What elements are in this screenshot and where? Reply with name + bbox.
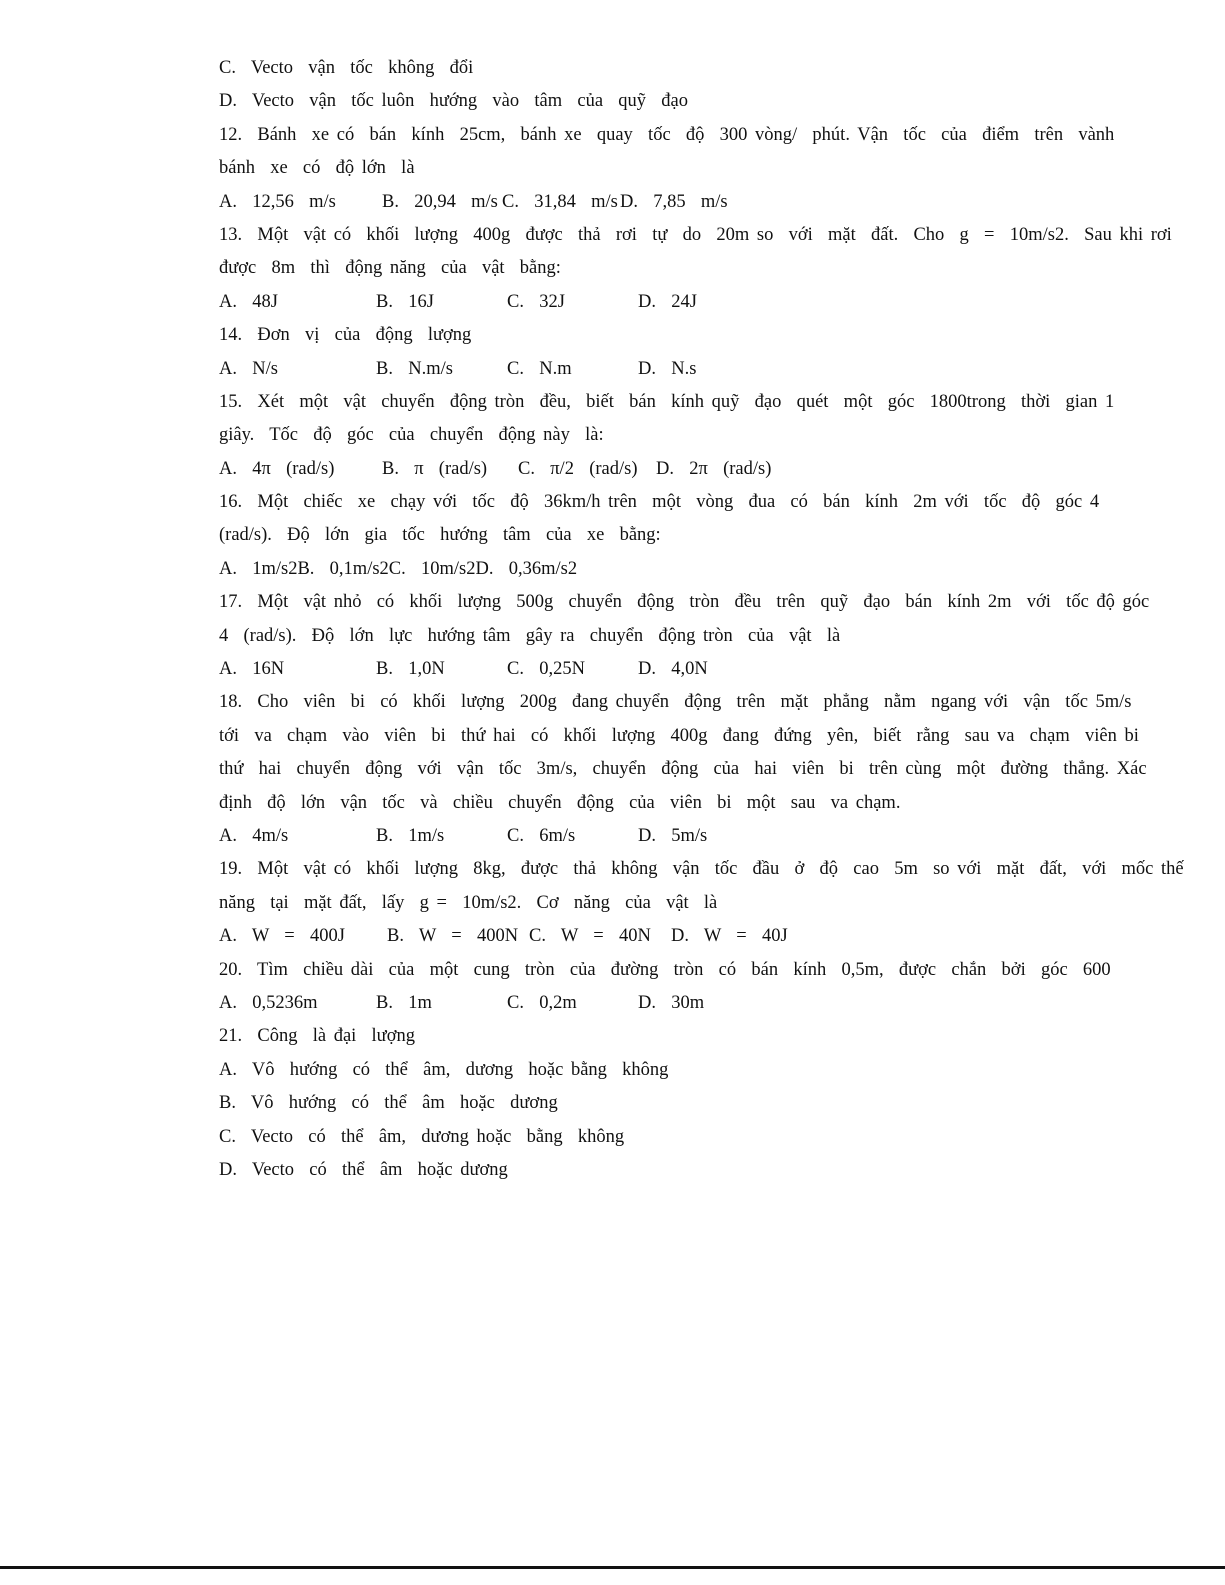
q20-options [219, 987, 1059, 1020]
q17-option-d: D. 4,0N [638, 659, 708, 680]
q21-option-a: A. Vô hướng có thể âm, dương hoặc bằng không [219, 1059, 669, 1080]
q20-option-a: A. 0,5236m [219, 992, 318, 1013]
q21-option-b: B. Vô hướng có thể âm hoặc dương [219, 1093, 558, 1114]
q17-stem-line1: 17. Một vật nhỏ có khối lượng 500g chuyển động tròn đều trên quỹ đạo bán kính 2m với tốc độ góc [219, 592, 1150, 613]
q14-option-c: C. N.m [507, 358, 572, 379]
q17-stem-line2: 4 (rad/s). Độ lớn lực hướng tâm gây ra chuyển động tròn của vật là [219, 625, 841, 646]
q12-option-d: D. 7,85 m/s [620, 191, 728, 212]
q18-stem-line4: định độ lớn vận tốc và chiều chuyển động của viên bi một sau va chạm. [219, 792, 901, 813]
q11-option-d: D. Vecto vận tốc luôn hướng vào tâm của quỹ đạo [219, 91, 688, 112]
q16-stem-line2: (rad/s). Độ lớn gia tốc hướng tâm của xe bằng: [219, 525, 661, 546]
q11-option-c: C. Vecto vận tốc không đổi [219, 58, 474, 78]
q19-stem-line2: năng tại mặt đất, lấy g = 10m/s2. Cơ năng của vật là [219, 892, 718, 913]
q13-stem-line1: 13. Một vật có khối lượng 400g được thả rơi tự do 20m so với mặt đất. Cho g = 10m/s2. Sau khi rơi [219, 224, 1172, 245]
q15-option-c: C. π/2 (rad/s) [518, 458, 638, 479]
q21-stem: 21. Công là đại lượng [219, 1026, 415, 1047]
q15-option-a: A. 4π (rad/s) [219, 458, 335, 479]
q17-options [219, 653, 1059, 686]
q20-stem: 20. Tìm chiều dài của một cung tròn của đường tròn có bán kính 0,5m, được chắn bởi góc 600 [219, 959, 1111, 980]
q17-option-b: B. 1,0N [376, 659, 445, 680]
q18-stem-line3: thứ hai chuyển động với vận tốc 3m/s, chuyển động của hai viên bi trên cùng một đường thẳng. Xác [219, 759, 1147, 780]
q13-option-d: D. 24J [638, 291, 697, 312]
q19-option-a: A. W = 400J [219, 926, 345, 947]
q18-option-c: C. 6m/s [507, 825, 576, 846]
q18-option-b: B. 1m/s [376, 825, 445, 846]
q12-option-a: A. 12,56 m/s [219, 191, 336, 212]
q17-option-c: C. 0,25N [507, 659, 585, 680]
q14-option-a: A. N/s [219, 358, 278, 379]
q13-option-a: A. 48J [219, 291, 278, 312]
q12-stem-line2: bánh xe có độ lớn là [219, 158, 415, 179]
q20-option-c: C. 0,2m [507, 992, 577, 1013]
q12-stem-line1: 12. Bánh xe có bán kính 25cm, bánh xe quay tốc độ 300 vòng/ phút. Vận tốc của điểm trên vành [219, 124, 1115, 145]
q16-stem-line1: 16. Một chiếc xe chạy với tốc độ 36km/h trên một vòng đua có bán kính 2m với tốc độ góc 4 [219, 492, 1100, 513]
q19-option-c: C. W = 40N [529, 926, 651, 947]
q12-option-b: B. 20,94 m/s [382, 191, 498, 212]
q13-option-b: B. 16J [376, 291, 434, 312]
page-bottom-rule [0, 1566, 1225, 1569]
q14-option-d: D. N.s [638, 358, 697, 379]
q12-options [219, 186, 1059, 219]
question-list [219, 52, 1184, 1187]
q20-option-b: B. 1m [376, 992, 432, 1013]
q21-option-d: D. Vecto có thể âm hoặc dương [219, 1159, 508, 1180]
q15-option-b: B. π (rad/s) [382, 458, 488, 479]
q18-stem-line2: tới va chạm vào viên bi thứ hai có khối lượng 400g đang đứng yên, biết rằng sau va chạm viên bi [219, 725, 1139, 746]
q14-stem: 14. Đơn vị của động lượng [219, 325, 472, 346]
q15-options [219, 453, 1059, 486]
q18-stem-line1: 18. Cho viên bi có khối lượng 200g đang chuyển động trên mặt phẳng nằm ngang với vận tốc 5m/s [219, 692, 1132, 713]
q18-option-d: D. 5m/s [638, 825, 708, 846]
q19-stem-line1: 19. Một vật có khối lượng 8kg, được thả không vận tốc đầu ở độ cao 5m so với mặt đất, với mốc thế [219, 859, 1184, 880]
q12-option-c: C. 31,84 m/s [502, 191, 618, 212]
q14-option-b: B. N.m/s [376, 358, 453, 379]
q16-options: A. 1m/s2B. 0,1m/s2C. 10m/s2D. 0,36m/s2 [219, 558, 578, 579]
q19-option-b: B. W = 400N [387, 926, 519, 947]
q13-options [219, 286, 1059, 319]
q21-option-c: C. Vecto có thể âm, dương hoặc bằng không [219, 1126, 625, 1147]
q18-options [219, 820, 1059, 853]
q13-stem-line2: được 8m thì động năng của vật bằng: [219, 258, 561, 279]
q18-option-a: A. 4m/s [219, 825, 289, 846]
q13-option-c: C. 32J [507, 291, 565, 312]
q19-options [219, 920, 1059, 953]
q15-option-d: D. 2π (rad/s) [656, 458, 772, 479]
q15-stem-line1: 15. Xét một vật chuyển động tròn đều, biết bán kính quỹ đạo quét một góc 1800trong thời gian 1 [219, 391, 1115, 412]
q14-options [219, 353, 1059, 386]
q17-option-a: A. 16N [219, 659, 285, 680]
q20-option-d: D. 30m [638, 992, 705, 1013]
q19-option-d: D. W = 40J [671, 926, 788, 947]
q15-stem-line2: giây. Tốc độ góc của chuyển động này là: [219, 425, 604, 446]
